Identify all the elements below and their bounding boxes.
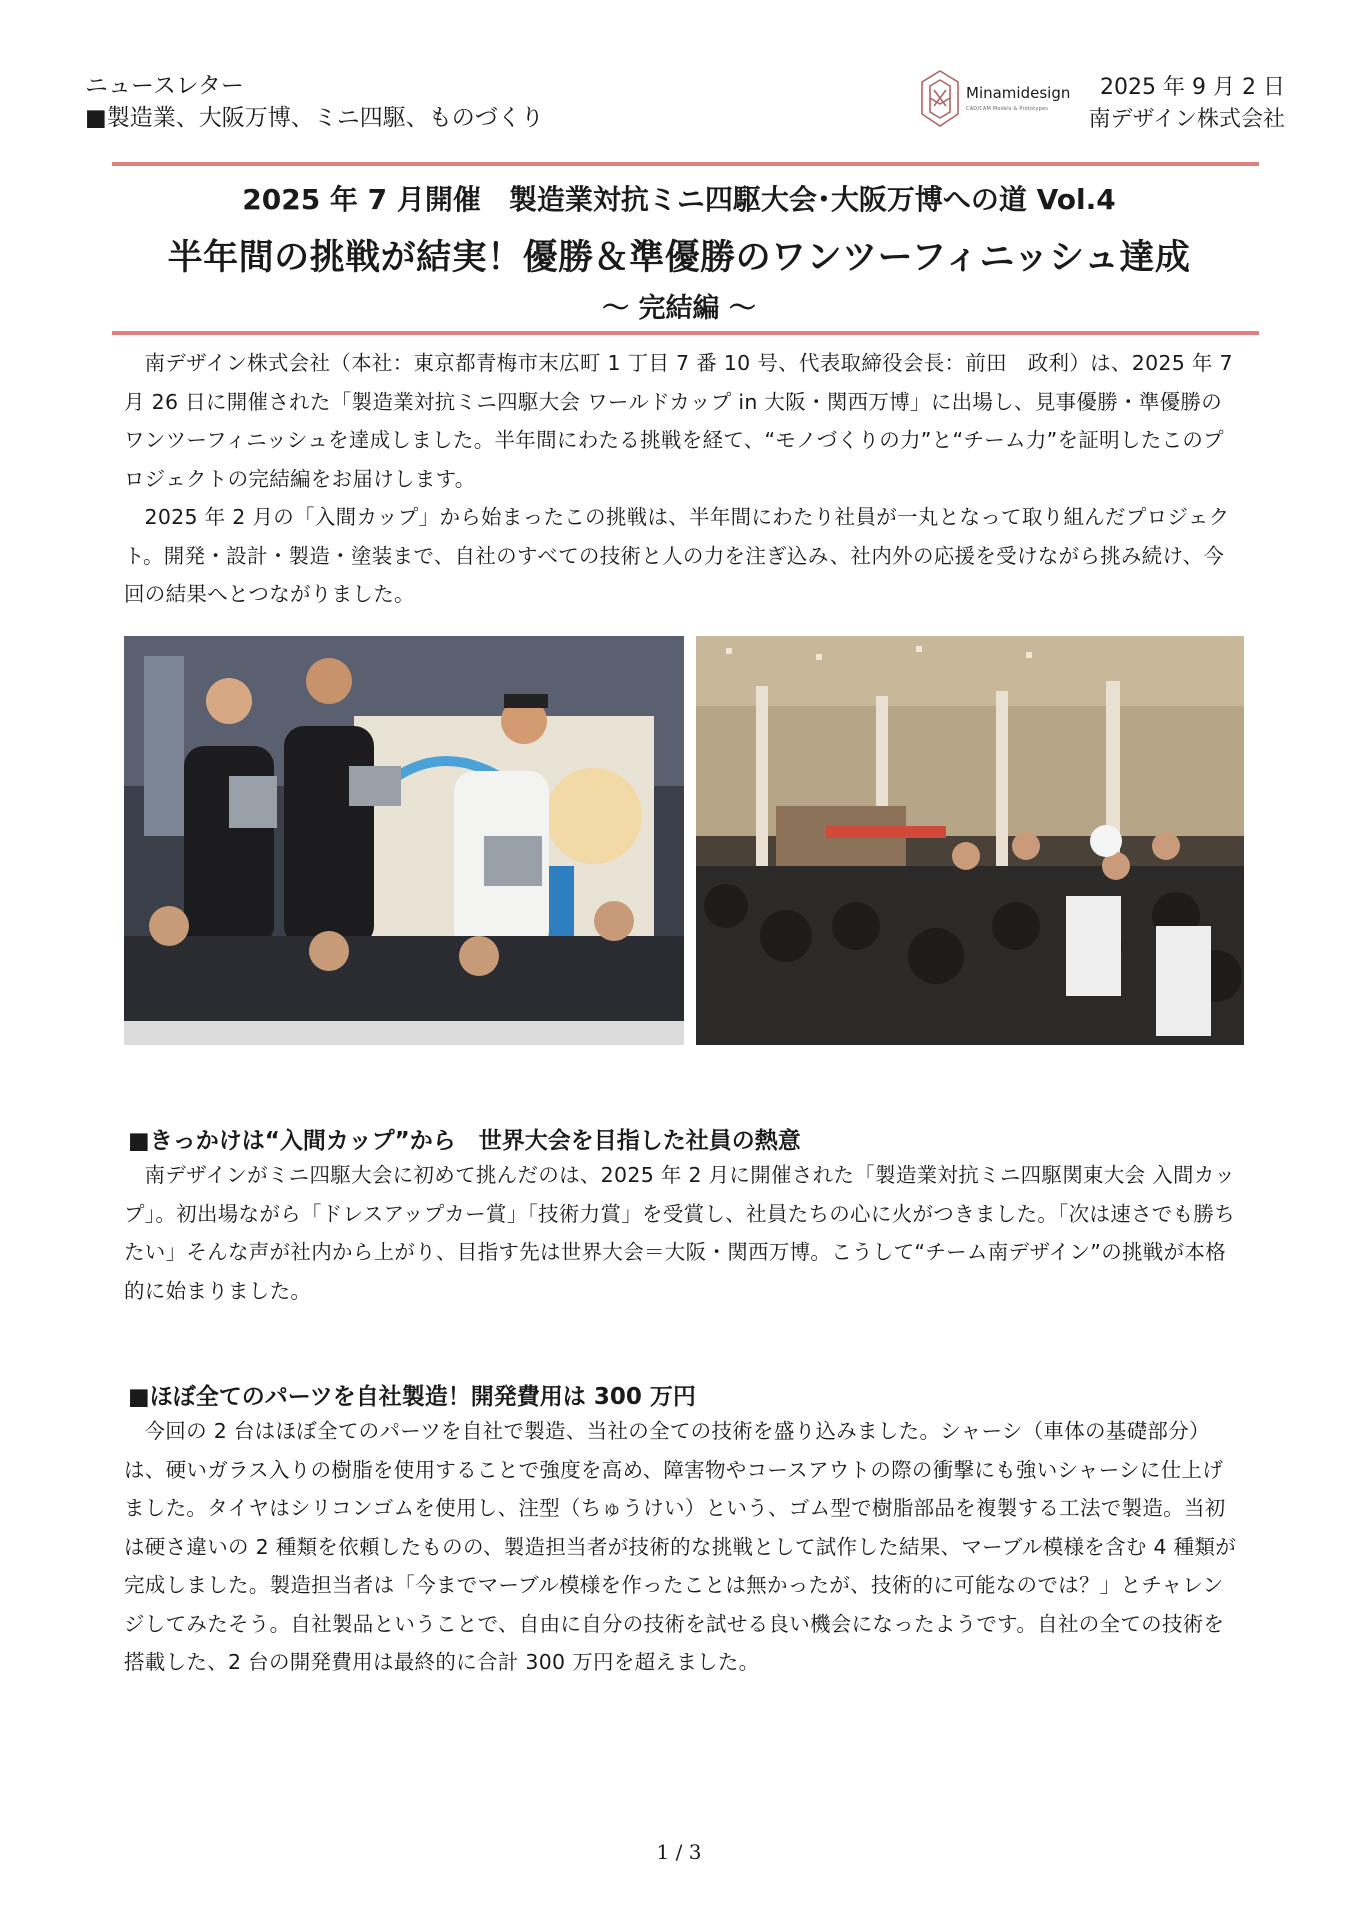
title-bottom-rule bbox=[112, 331, 1259, 335]
section-heading-origin: ■きっかけは“入間カップ”から 世界大会を目指した社員の熱意 bbox=[128, 1128, 801, 1154]
section-body-origin bbox=[124, 1156, 1242, 1310]
newsletter-header bbox=[85, 70, 544, 134]
section-body-parts bbox=[124, 1412, 1242, 1682]
series-title: 2025 年 7 月開催 製造業対抗ミニ四駆大会･大阪万博への道 Vol.4 bbox=[242, 183, 1116, 216]
title-top-rule bbox=[112, 162, 1259, 166]
intro-text bbox=[124, 344, 1242, 614]
photo-award-ceremony bbox=[124, 636, 684, 1045]
logo-subtext: CAD/CAM Models & Prototypes bbox=[966, 106, 1049, 112]
issuer-company: 南デザイン株式会社 bbox=[1088, 107, 1285, 132]
logo-mark-icon bbox=[918, 68, 962, 130]
page-number: 1 / 3 bbox=[656, 1840, 702, 1864]
photo-event-venue bbox=[696, 636, 1244, 1045]
section2-paragraph: 今回の 2 台はほぼ全てのパーツを自社で製造、当社の全ての技術を盛り込みました。シャーシ（車体の基礎部分）は、硬いガラス入りの樹脂を使用することで強度を高め、障害物やコースアウトの際の衝撃にも強いシャーシに仕上げました。タイヤはシリコンゴムを使用し、注型（ちゅうけい）という、ゴム型で樹脂部品を複製する工法で製造。当初は硬さ違いの 2 種類を依頼したものの、製造担当者が技術的な挑戦として試作した結果、マーブル模様を含む 4 種類が完成しました。製造担当者は「今までマーブル模様を作ったことは無かったが、技術的に可能なのでは？」とチャレンジしてみたそう。自社製品ということで、自由に自分の技術を試せる良い機会になったようです。自社の全ての技術を搭載した、2 台の開発費用は最終的に合計 300 万円を超えました。 bbox=[124, 1419, 1237, 1674]
company-logo bbox=[918, 68, 1078, 130]
header-meta bbox=[1089, 72, 1285, 136]
newsletter-label: ニュースレター bbox=[85, 73, 244, 99]
main-headline: 半年間の挑戦が結実！優勝＆準優勝のワンツーフィニッシュ達成 bbox=[167, 238, 1191, 278]
intro-paragraph-2: 2025 年 2 月の「入間カップ」から始まったこの挑戦は、半年間にわたり社員が一丸となって取り組んだプロジェクト。開発・設計・製造・塗装まで、自社のすべての技術と人の力を注ぎ込み、社内外の応援を受けながら挑み続け、今回の結果へとつながりました。 bbox=[124, 505, 1230, 606]
section-heading-parts: ■ほぼ全てのパーツを自社製造！開発費用は 300 万円 bbox=[128, 1384, 696, 1410]
subtitle: 〜 完結編 〜 bbox=[602, 293, 756, 324]
newsletter-tags: ■製造業、大阪万博、ミニ四駆、ものづくり bbox=[85, 105, 544, 131]
issue-date: 2025 年 9 月 2 日 bbox=[1100, 75, 1285, 100]
logo-wordmark: Minamidesign bbox=[966, 84, 1071, 102]
section1-paragraph: 南デザインがミニ四駆大会に初めて挑んだのは、2025 年 2 月に開催された「製造業対抗ミニ四駆関東大会 入間カップ」。初出場ながら「ドレスアップカー賞」「技術力賞」を受賞し、社員たちの心に火がつきました。「次は速さでも勝ちたい」そんな声が社内から上がり、目指す先は世界大会＝大阪・関西万博。こうして“チーム南デザイン”の挑戦が本格的に始まりました。 bbox=[124, 1163, 1236, 1303]
intro-paragraph-1: 南デザイン株式会社（本社：東京都青梅市末広町 1 丁目 7 番 10 号、代表取締役会長：前田 政利）は、2025 年 7 月 26 日に開催された「製造業対抗ミニ四駆大会 ワールドカップ in 大阪・関西万博」に出場し、見事優勝・準優勝のワンツーフィニッシュを達成しました。半年間にわたる挑戦を経て、“モノづくりの力”と“チーム力”を証明したこのプロジェクトの完結編をお届けします。 bbox=[124, 351, 1233, 491]
